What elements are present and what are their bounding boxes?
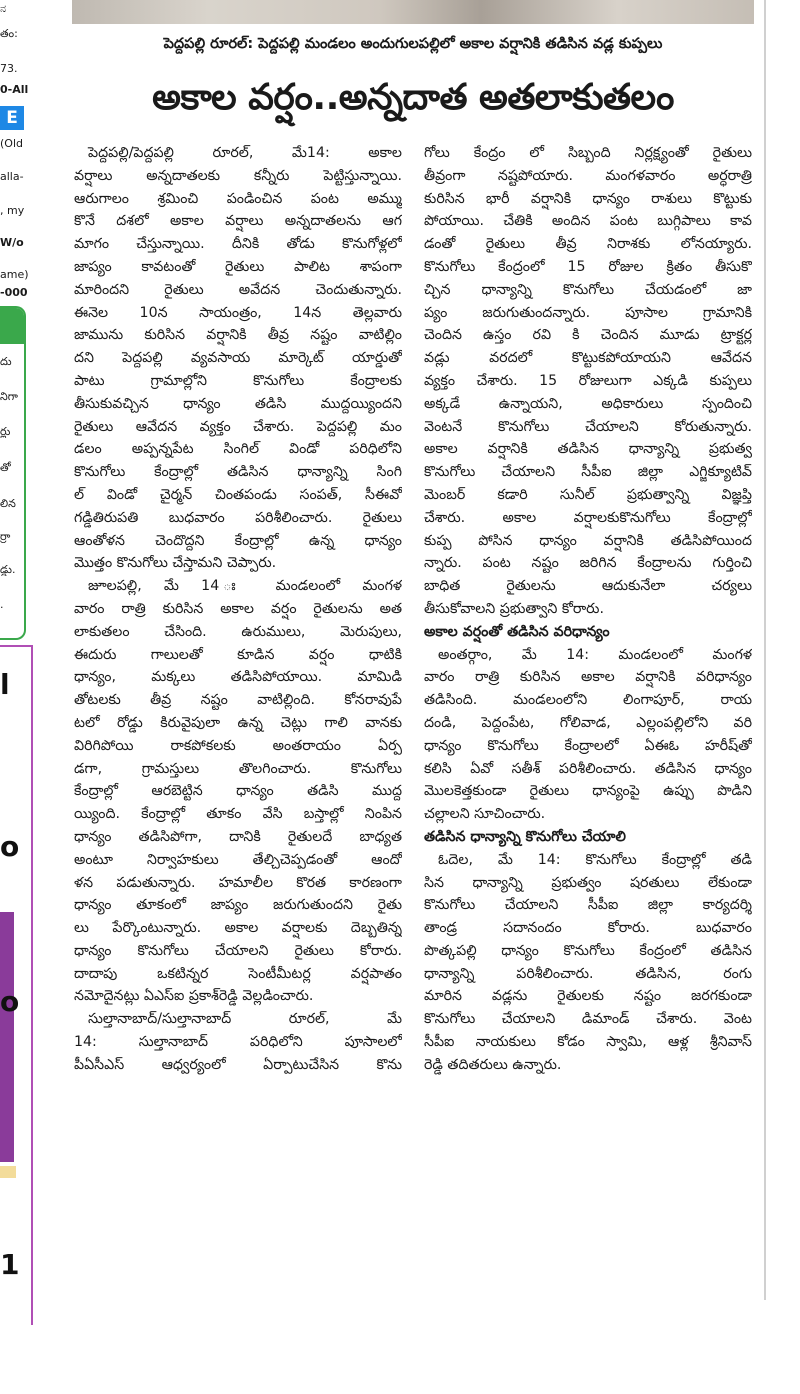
- article-line: మారిన వడ్లను రైతులకు నష్టం జరగకుండా: [424, 988, 752, 1005]
- article-line: వడ్లు వరదలో కొట్టుకపోయాయని ఆవేదన: [424, 350, 752, 367]
- fragment-text: -000: [0, 286, 28, 299]
- green-ad-header: [0, 308, 24, 344]
- article-line: య్యింది. కేంద్రాల్లో తూకం వేసి బస్తాల్లో నింపిన: [74, 806, 402, 823]
- article-line: జూలపల్లి, మే 14 ః మండలంలో మంగళ: [88, 578, 402, 595]
- article-line: కేంద్రాల్లో ఆరబెట్టిన ధాన్యం తడిసి ముద్ద: [74, 783, 402, 800]
- article-line: సిన ధాన్యాన్ని ప్రభుత్వం షరతులు లేకుండా: [424, 874, 752, 891]
- article-line: లాకుతలం చేసింది. ఉరుములు, మెరుపులు,: [74, 623, 402, 640]
- fragment-text: నిగా: [0, 390, 18, 403]
- article-line: డంతో రైతులు తీవ్ర నిరాశకు లోనయ్యారు.: [424, 236, 752, 253]
- article-line: సుల్తానాబాద్/సుల్తానాబాద్ రూరల్, మే: [88, 1011, 402, 1028]
- fragment-text: లిన: [0, 497, 16, 510]
- article-line: దాదాపు ఒకటిన్నర సెంటీమీటర్ల వర్షపాతం: [74, 965, 402, 982]
- article-line: బాధిత రైతులను ఆదుకునేలా చర్యలు: [424, 578, 752, 595]
- article-line: అంటూ నిర్వాహకులు తేల్చిచెప్పడంతో ఆందో: [74, 851, 402, 868]
- article-line: సీపీఐ నాయకులు కోడం స్వామి, ఆళ్ల శ్రీనివాస్: [424, 1034, 752, 1051]
- article-line: తడిసింది. మండలంలోని లింగాపూర్, రాయ: [424, 692, 752, 709]
- article-line: కురిసిన భారీ వర్షానికి ధాన్యం రాశులు కొట్టుకు: [424, 190, 752, 207]
- article-line: వర్షాలు అన్నదాతలకు కన్నీరు పెట్టిస్తున్నాయి.: [74, 167, 402, 184]
- fragment-text: ನ: [0, 2, 7, 15]
- fragment-text: , my: [0, 204, 25, 217]
- article-line: తీసుకోవాలని ప్రభుత్వాని కోరారు.: [424, 600, 604, 617]
- fragment-large-char: o: [0, 985, 20, 1018]
- purple-ad-block: [0, 912, 14, 1162]
- article-line: పాటు గ్రామాల్లోని కొనుగోలు కేంద్రాలకు: [74, 372, 402, 389]
- article-line: కొనుగోలు కేంద్రాల్లో తడిసిన ధాన్యాన్ని సింగి: [74, 464, 402, 481]
- headline: అకాల వర్షం..అన్నదాత అతలాకుతలం: [152, 77, 674, 118]
- article-line: దండి, పెద్దంపేట, గోలివాడ, ఎల్లంపల్లిలోని వరి: [424, 714, 752, 731]
- fragment-text: దు: [0, 355, 12, 368]
- article-line: విరిగిపోయి రాకపోకలకు అంతరాయం ఏర్ప: [74, 737, 402, 754]
- article-line: మొలకెత్తకుండా రైతులు ధాన్యంపై ఉప్పు పొడిని: [424, 783, 752, 800]
- article-line: అకాల వర్షానికి తడిసిన ధాన్యాన్ని ప్రభుత్వ: [424, 441, 752, 458]
- article-line: ఈనెల 10న సాయంత్రం, 14న తెల్లవారు: [74, 304, 402, 321]
- article-line: మారిందని రైతులు అవేదన చెందుతున్నారు.: [74, 281, 402, 298]
- fragment-large-char: 1: [0, 1248, 20, 1281]
- article-line: గడ్డితిరుపతి బుధవారం పరిశీలించారు. రైతులు: [74, 509, 402, 526]
- fragment-text: తో: [0, 461, 11, 474]
- article-line: పోయాయి. చేతికి అందిన పంట బుగ్గిపాలు కావ: [424, 213, 752, 230]
- article-line: రెడ్డి తదితరులు ఉన్నారు.: [424, 1056, 562, 1073]
- article-line: మాగం చేస్తున్నాయి. దీనికి తోడు కొనుగోళ్లలో: [74, 236, 402, 253]
- article-line: ఈదురు గాలులతో కూడిన వర్షం ధాటికి: [74, 646, 402, 663]
- article-line: డగా, గ్రామస్తులు తొలగించారు. కొనుగోలు: [74, 760, 402, 777]
- fragment-text: తం:: [0, 27, 18, 40]
- article-line: నమోదైనట్లు ఏఎస్ఐ ప్రకాశ్‌రెడ్డి వెల్లడించారు.: [74, 988, 314, 1005]
- blue-label-box: E: [0, 106, 24, 130]
- article-subheading: అకాల వర్షంతో తడిసిన వరిధాన్యం: [424, 623, 610, 640]
- fragment-text: alla-: [0, 170, 24, 183]
- article-line: మెంబర్ కడారి సునీల్ ప్రభుత్వాన్ని విజ్ఞప్తి: [424, 486, 752, 503]
- fragment-text: W/o: [0, 236, 24, 249]
- fragment-large-char: l: [0, 668, 10, 701]
- article-line: ఆంతోళన చెందొద్దని కేంద్రాల్లో ఉన్న ధాన్యం: [74, 532, 402, 549]
- article-column-right: [424, 142, 752, 1077]
- article-line: కొనుగోలు చేయాలని సీపీఐ జిల్లా కార్యదర్శి: [424, 897, 752, 914]
- article-line: అక్కడే ఉన్నాయని, అధికారులు స్పందించి: [424, 395, 752, 412]
- article-line: మొత్తం కొనుగోలు చేస్తామని చెప్పారు.: [74, 555, 277, 572]
- article-line: కొనుగోలు కేంద్రంలో 15 రోజుల క్రితం తీసుకొ: [424, 258, 752, 275]
- article-line: ఓదెల, మే 14: కొనుగోలు కేంద్రాల్లో తడి: [438, 851, 752, 868]
- article-line: వ్యక్తం చేశారు. 15 రోజులుగా ఎక్కడి కుప్పలు: [424, 372, 752, 389]
- article-line: జాప్యం కావటంతో రైతులు పాలిట శాపంగా: [74, 258, 402, 275]
- article-line: చల్లాలని సూచించారు.: [424, 806, 546, 823]
- article-line: ధాన్యం కొనుగోలు కేంద్రాలలో ఏఈఓ హరీష్‌తో: [424, 737, 752, 754]
- article-line: 14: సుల్తానాబాద్ పరిధిలోని పూసాలలో: [74, 1034, 402, 1051]
- article-column-left: [74, 142, 402, 1077]
- article-line: చ్చిన ధాన్యాన్ని కొనుగోలు చేయడంలో జా: [424, 281, 752, 298]
- article-line: వారం రాత్రి కురిసిన అకాల వర్షానికి వరిధాన్యం: [424, 669, 752, 686]
- article-line: చేశారు. అకాల వర్షాలకుకొనుగోలు కేంద్రాల్లో: [424, 509, 752, 526]
- article-line: టలో రోడ్డు కిరువైపులా ఉన్న చెట్లు గాలి వానకు: [74, 714, 402, 731]
- photo-caption: పెద్దపల్లి రూరల్: పెద్దపల్లి మండలం అందుగులపల్లిలో అకాల వర్షానికి తడిసిన వడ్ల కుప్పలు: [163, 36, 663, 52]
- article-line: ప్యం జరుగుతుందన్నారు. పూసాల గ్రామానికి: [424, 304, 752, 321]
- article-line: దని పెద్దపల్లి వ్యవసాయ మార్కెట్ యార్డుతో: [74, 350, 402, 367]
- article-line: కొనుగోలు చేయాలని డిమాండ్ చేశారు. వెంట: [424, 1011, 752, 1028]
- article-line: లు పేర్కొంటున్నారు. అకాల వర్షాలకు దెబ్బతిన్న: [74, 920, 402, 937]
- fragment-text: 73.: [0, 62, 18, 75]
- article-line: ళన పడుతున్నారు. హమాలీల కొరత కారణంగా: [74, 874, 402, 891]
- fragment-text: (Old: [0, 137, 23, 150]
- article-line: ధాన్యం కొనుగోలు చేయాలని రైతులు కోరారు.: [74, 942, 402, 959]
- article-line: తాండ్ర సదానందం కోరారు. బుధవారం: [424, 920, 752, 937]
- article-line: న్నారు. పంట నష్టం జరిగిన కేంద్రాలను గుర్తించి: [424, 555, 752, 572]
- article-line: వారం రాత్రి కురిసిన అకాల వర్షం రైతులను అత: [74, 600, 402, 617]
- article-line: కొనుగోలు చేయాలని సీపీఐ జిల్లా ఎగ్జిక్యూటివ్: [424, 464, 752, 481]
- fragment-text: డ్డు.: [0, 563, 16, 576]
- article-line: ధాన్యం తూకంలో జాప్యం జరుగుతుందని రైతు: [74, 897, 402, 914]
- article-line: జామును కురిసిన వర్షానికి తీవ్ర నష్టం వాటిల్లిం: [74, 327, 402, 344]
- page-edge-divider: [764, 0, 766, 1300]
- article-line: డలం అప్పన్నపేట సింగిల్ విండో పరిధిలోని: [74, 441, 402, 458]
- article-line: వెంటనే కొనుగోలు చేయాలని కోరుతున్నారు.: [424, 418, 752, 435]
- article-line: రైతులు ఆవేదన వ్యక్తం చేశారు. పెద్దపల్లి మం: [74, 418, 402, 435]
- article-line: తోటలకు తీవ్ర నష్టం వాటిల్లింది. కోనరావుపే: [74, 692, 402, 709]
- yellow-band: [0, 1166, 16, 1178]
- article-subheading: తడిసిన ధాన్యాన్ని కొనుగోలు చేయాలి: [424, 828, 626, 845]
- article-line: తీసుకువచ్చిన ధాన్యం తడిసి ముద్దయ్యిందని: [74, 395, 402, 412]
- fragment-text: ర్లు: [0, 425, 11, 438]
- article-line: పెద్దపల్లి/పెద్దపల్లి రూరల్, మే14: అకాల: [88, 145, 402, 161]
- article-line: చెందిన ఉస్తం రవి కి చెందిన మూడు ట్రాక్టర్ల: [424, 327, 752, 344]
- article-line: ధాన్యం, మక్కలు తడిసిపోయాయి. మామిడి: [74, 669, 402, 686]
- fragment-text: .: [0, 598, 4, 611]
- article-line: కలిసి ఏవో సతీశ్ పరిశీలించారు. తడిసిన ధాన్యం: [424, 760, 752, 777]
- adjacent-column-fragment: [0, 0, 33, 1325]
- article-line: తీవ్రంగా నష్టపోయారు. మంగళవారం అర్ధరాత్రి: [424, 167, 752, 184]
- fragment-large-char: o: [0, 830, 20, 863]
- article-line: కుప్ప పోసిన ధాన్యం వర్షానికి తడిసిపోయింద: [424, 532, 752, 549]
- fragment-text: ame): [0, 268, 29, 281]
- article-line: గోలు కేంద్రం లో సిబ్బంది నిర్లక్ష్యంతో రైతులు: [424, 145, 752, 161]
- news-photo: [72, 0, 754, 24]
- article-line: కొనే దశలో అకాల వర్షాలు అన్నదాతలను ఆగ: [74, 213, 402, 230]
- article-line: ధాన్యం తడిసిపోగా, దానికి రైతులదే బాధ్యత: [74, 828, 402, 845]
- fragment-text: ర్రా: [0, 530, 11, 543]
- article-line: పొత్కపల్లి ధాన్యం కొనుగోలు కేంద్రంలో తడిసిన: [424, 942, 752, 959]
- article-line: పీఏసీఎస్ ఆధ్వర్యంలో ఏర్పాటుచేసిన కొను: [74, 1056, 402, 1073]
- fragment-text: 0-All: [0, 83, 29, 96]
- article-line: అంతర్గాం, మే 14: మండలంలో మంగళ: [438, 646, 752, 663]
- article-line: ఆరుగాలం శ్రమించి పండించిన పంట అమ్ము: [74, 190, 402, 207]
- article-line: ల్ విండో చైర్మన్ చింతపండు సంపత్, సీఈవో: [74, 486, 402, 503]
- article-line: ధాన్యాన్ని పరిశీలించారు. తడిసిన, రంగు: [424, 965, 752, 982]
